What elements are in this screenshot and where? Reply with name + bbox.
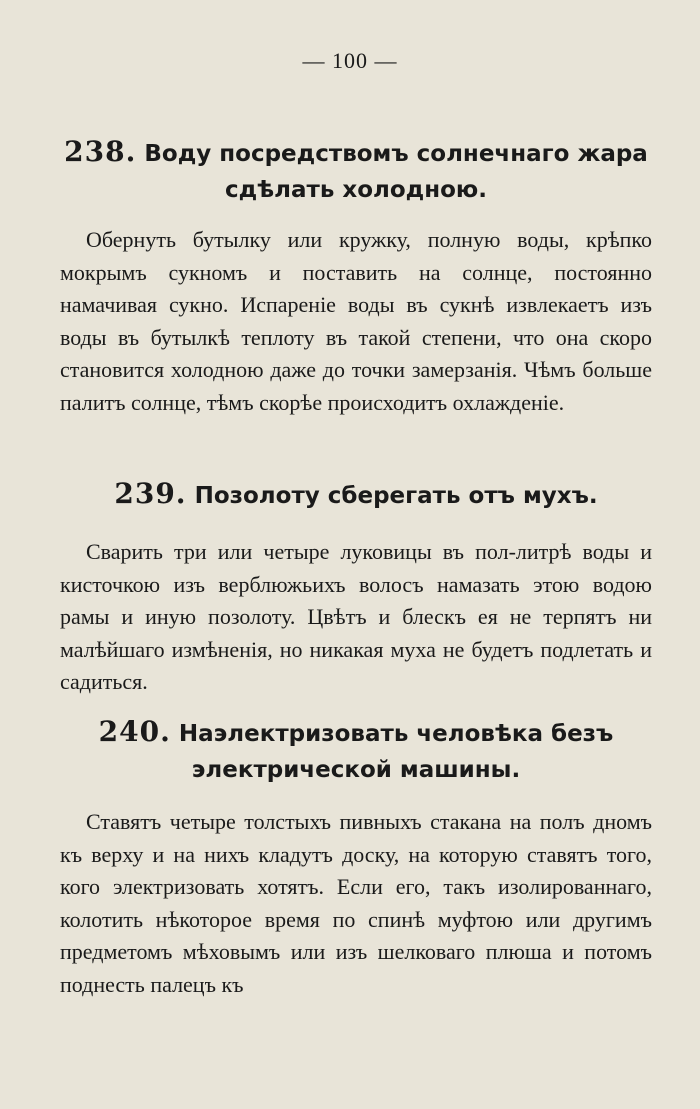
section-body: Сварить три или четыре луковицы въ пол-литрѣ воды и кисточкою изъ верблюжьихъ волосъ намазать этою водою рамы и иную позолоту. Цвѣтъ и блескъ ея не терпятъ ни малѣйшаго измѣненія, но никакая муха не будетъ подлетать и садиться. xyxy=(60,539,652,694)
section-heading xyxy=(60,476,652,514)
section-238 xyxy=(60,134,652,419)
page-number: — 100 — xyxy=(302,48,398,73)
section-title: Воду посредствомъ солнечнаго жара сдѣлать холодною. xyxy=(144,141,648,203)
section-number: 239. xyxy=(114,477,187,510)
section-title: Позолоту сберегать отъ мухъ. xyxy=(194,483,598,509)
section-239 xyxy=(60,476,652,699)
section-heading xyxy=(60,714,652,788)
section-body: Ставятъ четыре толстыхъ пивныхъ стакана на полъ дномъ къ верху и на нихъ кладутъ доску, на которую ставятъ того, кого электризовать хотятъ. Если его, такъ изолированнаго, колотить нѣкоторое время по спинѣ муфтою или другимъ предметомъ мѣховымъ или изъ шелковаго плюша и потомъ поднесть палецъ къ xyxy=(60,809,652,997)
section-body: Обернуть бутылку или кружку, полную воды, крѣпко мокрымъ сукномъ и поставить на солнце, постоянно намачивая сукно. Испареніе воды въ сукнѣ извлекаетъ изъ воды въ бутылкѣ теплоту въ такой степени, что она скоро становится холодною даже до точки замерзанія. Чѣмъ больше палитъ солнце, тѣмъ скорѣе происходитъ охлажденіе. xyxy=(60,227,652,415)
section-number: 240. xyxy=(98,715,171,748)
section-title: Наэлектризовать человѣка безъ электрической машины. xyxy=(178,721,614,783)
section-number: 238. xyxy=(64,135,137,168)
section-heading xyxy=(60,134,652,208)
section-240 xyxy=(60,714,652,1001)
